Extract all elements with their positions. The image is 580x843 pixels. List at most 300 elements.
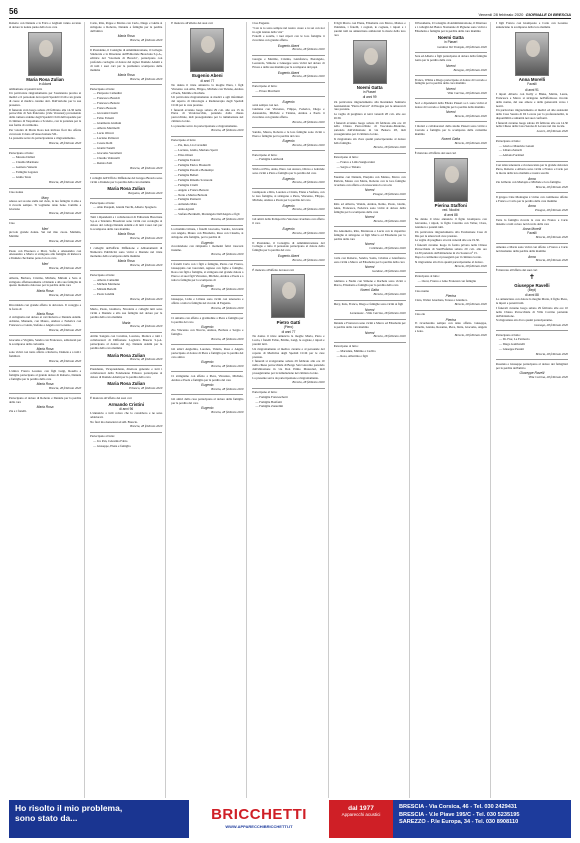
notice-divider [252,82,324,83]
notice-text: Il funerale avrà luogo sabato 29 febbraio alle 14.30 nella parrocchia di San Pancrazio (vide Veronesi) provenendo dalla camera ardente degli Spedali Civili dell'ospedale per il cimitero di Vespoliano a Scoletto, con la partenza per la sua forma di cerimonia. [9,107,82,128]
notice-place-date: Brescia, 28 febbraio 2020 [292,74,325,79]
notice-divider [496,330,568,331]
mourner-entry: — Famiglia Enrico Bronzelli [174,162,211,167]
notice-divider [252,127,324,128]
notice-place-date: Brescia, 28 febbraio 2020 [292,119,325,124]
notice-text: La presente serve da partecipazione e ringraziamento. [9,136,76,141]
deceased-subtitle: in Piaseri [363,90,377,95]
notice-text: È mancato all'affetto dei suoi cari [252,267,294,272]
notice-divider [415,310,487,311]
ad-since: dal 1977 [348,805,374,812]
notice-place-date: Brescia, 28 febbraio 2020 [211,305,244,310]
notice-text: Ciao nonna [414,288,429,293]
notice-text: Silvia ed Elio, Anna, Piero con Aurora, Ottavo e Gabriele sono vicini a Piera e famiglia per la perdita del caro [252,167,325,176]
ad-addresses [393,800,571,838]
mourner-entry: — Famiglia Federici [174,157,201,162]
notice-text: I funerali avranno luogo in forma privata nella Chiesa Parrocchiale di Sant'Eufemia sabato 29 c.m. alle ore 14.30 partendo dall'abitazione in via Sostera n° 15. [414,242,487,255]
notice-text: Giuseppe, Lidia e Liliana sono vicini con tenerezza e affetto a tutta la famiglia nel ricordo di Eugenio. [171,297,244,306]
notice-name: Meri [41,226,49,231]
notice-divider [90,198,162,199]
ad-address-1: BRESCIA - Via Corsica, 46 - Tel. 030 2429431 [399,804,518,810]
notice-text: Partecipano al lutto: [90,272,116,277]
notice-place-date: Lumezzane - Villa Carcina, 28 febbraio 2020 [349,311,406,316]
deceased-name: Maria Rosa Zulian [107,352,145,358]
notice-text: Attilio Sangaia con Carolina, Lorenzo, Monica e tutti i collaboratori di Diffusione Logistica Brescia S.p.A. partecipano al dolore del sig. Daniele Adami per la perdita della cara mamma [90,334,163,351]
notice-name: Noemi [364,265,375,270]
mourner-entry: — Famiglia Pasotti e Bontempi [174,167,214,172]
notice-name: Noemi [364,330,375,335]
column-6 [415,22,491,798]
notice-text: Partecipano al lutto: [90,434,116,439]
notice-divider [334,276,406,277]
notice-text: La mamma Liliana, i fratelli Giacomo, Sandro, Giovanni con Angela, Mauro con Elisabetta, Rosa con Claudio, si stringono alla famiglia, per la perdita di [171,227,244,240]
notice-place-date: Bergamo, 28 febbraio 2020 [128,190,163,195]
notice-name: Maria Rosa [117,34,135,39]
issue-date: Venerdì 28 febbraio 2020 [478,11,524,17]
notice-text: Un particolare ringraziamento ai medici e agli infermieri del reparto di Oncologia e Radioterapia degli Spedali Civili per le cure prestate. [171,95,244,107]
deceased-name: Armando Cristini [108,402,145,408]
deceased-subtitle: di anni 77 [200,78,215,83]
notice-place-date: Brescia, 28 febbraio 2020 [48,265,82,270]
notice-name: Maria Rosa [36,405,54,410]
ad-brand-block [189,800,329,838]
notice-name: Anna [528,176,536,181]
notice-text: I funerali si svolgeranno sabato 29 febbraio alle ore 10 nella chiesa parrocchiale di Borgo San Giacomo partendo dall'abitazione in via Don Primo Mazzolari, indi proseguiranno per la tumulazione nel cimitero locale. [252,359,325,375]
notice-divider [415,52,487,53]
deceased-name: Noemi Gatta [356,85,383,91]
notice-text: Sandro, Mauro, Roberto e le loro famiglie sono vicini a Piera e famiglia per la perdita del caro [252,129,325,138]
deceased-subtitle: di anni 99 [362,95,377,100]
notice-place-date: Brescia, 28 febbraio 2020 [292,207,325,212]
notice-place-date: Brescia, 28 febbraio 2020 [48,358,82,363]
notice-text: Partecipano al dolore di Roberto e Daniele per la perdita della cara [9,395,82,404]
notice-divider [171,225,243,226]
ad-address-3: SAREZZO - P.le Europa, 34 - Tel. 030 8908110 [399,819,519,826]
notice-text: Ne danno il triste annuncio la moglie Piera, i figli Vincenzo con Alba, Filippo, Michele con Tiziana, Andrea e Paola, Matilde e Rachele. [171,82,244,95]
notice-text: Ciao Eugenio [252,22,270,25]
notice-divider [334,300,406,301]
notice-name: Eugenio [282,176,295,181]
deceased-subtitle: in Piaseri [444,40,458,45]
notice-text: Tutta la famiglia ricorda la cara zia Franco e Carlo insieme a tutti coloro nel ricordo della cara [495,217,568,226]
notice-text: ci stringiamo nel dolore ai cari Roberto e Daniele Adami. Adriana, Manuela, con Mauro, Andrea e Federica con Francesco e Giada, Stefano e Angela con Lorenzo. [9,315,82,328]
notice-name: Maria Rosa [36,312,54,317]
notice-text: Ne danno il triste annuncio la moglie Maria, Piero e Lucia, i fratelli Fabio, Emilio, Luigi, le cognate, i nipoti e parenti tutti. [252,334,325,347]
notice-place-date: Brescia, 28 febbraio 2020 [454,113,487,118]
notice-place-date: Brescia, 28 febbraio 2020 [535,352,568,356]
mourner-entry: — Ivo Pan, Celestina Fabio [93,438,128,443]
notice-name: Mary [41,195,49,200]
notice-text: I funerali avranno luogo sabato 29 febbraio alle ore 10 nella Chiesa Parrocchiale di Villa Carcina partendo dall'abitazione. [495,305,568,318]
mourner-entry: — Elisa Ottani [174,152,193,157]
notice-text: No fiori ma donazioni ad AIL Brescia. [90,419,138,424]
notice-divider [90,393,162,394]
ad-brand-logo: BRICCHETTI [211,806,307,823]
notice-text: Carlo, Rita, Peppe e Marisa con Carlo, Diego e Giulia si stringono a Roberto, Daniele e famiglia per la perdita dell'amica [90,22,163,33]
deceased-subtitle: (Piero) [283,325,294,330]
mourner-entry: — Fabio Falsetti [93,116,114,121]
notice-divider [171,371,243,372]
notice-place-date: Brescia, 28 febbraio 2020 [373,145,406,150]
notice-divider [90,305,162,306]
notice-place-date: Brescia, 28 febbraio 2020 [48,238,82,243]
notice-text: sarai sempre con noi. [252,102,279,107]
deceased-subtitle: di anni 88 [443,213,458,218]
notice-place-date: Brescia, 28 febbraio 2020 [373,292,406,297]
notice-name: Noemi Gatta [441,137,461,142]
mourner-entry: — Giuseppe, Elena e famiglia [93,443,131,448]
deceased-name: Maria Rosa Zulian [107,186,145,192]
notice-divider [252,188,324,189]
mourner-entry: — Claudio Marmone [12,160,39,165]
newspaper-name: GIORNALE DI BRESCIA [525,11,571,17]
deceased-photo [28,32,62,76]
deceased-subtitle: ved. Nicolini [442,208,460,213]
notice-divider [252,238,324,239]
notice-text: Gli amici Angiolina, Lorenzo, Valeria, Rosa e Angela partecipano al dolore di Piera e famiglia per la perdita del caro amico [171,346,244,359]
mourner-entry: — Famiglia Rinaldo Scararoni [174,177,213,182]
notice-place-date: Brescia, 28 febbraio 2020 [454,333,487,338]
mourner-entry: — Aldo Pasquali, Gianni Turchi, Alberto Spagnolo [93,205,157,210]
notice-divider [171,260,243,261]
notice-name: Pierina [445,317,456,322]
mourner-entry: — Marianna, Mimmo e Cecilia [336,348,376,353]
notice-name: Eugenio [201,360,214,365]
notice-text: Partecipano al lutto: [333,344,359,349]
notice-divider [171,344,243,345]
notice-text: Ciao [9,221,15,226]
mourner-entry: — Miriam Bertelli [93,287,117,292]
notice-text: Irma ed Alberto, Wanda, Andrea, Remo, Paolo, Giulia, Anna, Francesca, Federica sono vicini al dolore della famiglia per la scomparsa della cara [333,201,406,214]
notice-name: Eugenio [201,325,214,330]
notice-text: Partecipano al lutto: [9,150,34,155]
notice-divider [252,55,324,56]
notice-place-date: Gardone, 28 febbraio 2020 [371,268,406,273]
notice-place-date: Brescia, 28 febbraio 2020 [211,217,244,222]
notice-divider [90,84,162,85]
mourner-entry: — Luciano Pelizzari [93,136,119,141]
notice-text: Partecipano al lutto: [90,86,116,91]
notice-divider [252,388,324,389]
mourner-entry: — Nerio e Marisa Bolzoni [174,192,208,197]
notice-text: La veglia di preghiera si terrà venerdì 28 c.m. alle ore 20.30. [333,112,406,120]
notice-divider [334,342,406,343]
notice-divider [171,295,243,296]
notice-name: Eugenio Abeni [277,253,300,258]
notice-text: Partecipano al lutto: [333,155,359,160]
mourner-entry: — Pierpaolo Camadini [93,91,122,96]
obituary-columns [9,22,571,798]
notice-name: Noemi Gatta [360,288,379,293]
notice-text: L'annuncio a tutti coloro che lo conobbero e ne sono addolorati. [90,411,163,420]
notice-name: Eugenio [201,406,214,411]
notice-text: Ci stringiamo con affetto a Piera, Vincenzo, Michele, Andrea e Paola e famiglia per la perdita del caro [171,373,244,382]
notice-name: Giuseppe Ravelli [519,371,545,376]
notice-text: Giampaolo e Rita, Lorenzo e Cinzia, Elena e Stefano, con le loro famiglie, si stringono a Piera, Vincenzo, Filippo, Michele, Andrea e Paola per la perdita del caro [252,190,325,203]
column-1 [9,22,85,798]
notice-place-date: Brescia, 28 febbraio 2020 [130,424,163,429]
notice-text: Un particolare ringraziamento alla Residenza Sanitaria Assistenziale "Pietro Ferrari" di Pisogne per le amorevoli cure prestate. [333,99,406,112]
notice-place-date: Brescia, 28 febbraio 2020 [48,211,82,216]
notice-name: Maria Rosa [36,382,54,387]
notice-place-date: Pisogne, 28 febbraio 2020 [535,207,568,212]
notice-text: Carla con Roberto, Sandra, Sonia, Cristina e Gianfranco sono vicini a Marco ed Elisabetta per la perdita della cara [333,255,406,264]
notice-divider [90,46,162,47]
mourner-entry: — Famiglia Lagazza [12,170,38,175]
mourner-entry: — Giacomo Verzelletti [93,150,122,155]
notice-divider [415,75,487,76]
mourner-entry: — Cesare Rolli [93,140,113,145]
notice-place-date: Brescia, 28 febbraio 2020 [535,258,568,263]
notice-divider [496,192,568,193]
notice-place-date: Brescia, 28 febbraio 2020 [535,235,568,240]
notice-text: Roberto con Daniele e la Erica e Gigliam vanno accanto al dolore la nonna piena della loro cara [9,22,82,29]
deceased-photo [271,274,305,318]
notice-text: piccola grande donna. Sei nel mio cuore. Mamma, Matilde [9,230,82,239]
ad-slogan-line-1: Ho risolto il mio problema, [15,803,123,813]
notice-place-date: Lovere, 28 febbraio 2020 [536,129,568,134]
notice-place-date: Brescia, 28 febbraio 2020 [211,363,244,368]
notice-name: Eugenio [282,99,295,104]
notice-place-date: Brescia, 28 febbraio 2020 [454,302,487,307]
mourner-entry: — Famiglia Belleri [174,172,199,177]
mourner-entry: — Angelo e Franca Bertoni [174,187,209,192]
notice-divider [415,272,487,273]
notice-place-date: Brescia, 28 febbraio 2020 [292,380,325,385]
notice-name: Noemi [446,87,456,92]
mourner-entry: — Dr. Fior, La Farmacia [498,337,530,342]
notice-place-date: Brescia, 28 febbraio 2020 [211,128,244,133]
mourner-entry: — Lucio Oliveri [93,131,114,136]
notice-divider [9,246,81,247]
notice-text: Soci e dipendenti della Elletre Piaseri s.r.l. sono vicini al dolore di Corrado e famiglia per la perdita della mamma [414,100,487,109]
mourner-entry: — Famiglia Lombardi [255,157,284,162]
mourner-entry: — Ettore Marchetti [255,88,280,93]
mourner-entry: — Giovanni Cinelli [93,111,118,116]
notice-divider [252,150,324,151]
notice-place-date: Boregno, 28 febbraio 2020 [453,67,487,72]
notice-text: È mancato all'affetto dei suoi cari [90,395,132,400]
notice-place-date: Brescia, 28 febbraio 2020 [130,236,163,241]
ad-address-2: BRESCIA - V.le Piave 195/C - Tel. 030 5235195 [399,811,520,818]
notice-divider [171,136,243,137]
notice-text: Rosanna e Giuseppe partecipano al dolore dei famigliari per la perdita dell'amico [495,361,568,370]
mourner-entry: — Famiglia Pasinetti [174,197,201,202]
notice-place-date: Brescia, 28 febbraio 2020 [211,336,244,341]
notice-place-date: Collebeato, 28 febbraio 2020 [369,245,406,250]
notice-text: Partecipano al lutto: [252,84,278,89]
notice-text: La presente serve da partecipazione e ringraziamento. [171,123,238,128]
notice-text: I colleghi dell'Ufficio Diffusione del Gruppo Brescia sono vicini a Daniele per la perdita della cara mamma [90,175,163,184]
deceased-name: Eugenio Abeni [192,73,223,79]
notice-text: Presidente, Vicepresidente, direttore generale e tutti i collaboratori della Fondazione Erbusco partecipano al dolore di Daniele Adami per la perdita della cara [90,367,163,379]
notice-text: Con tanta tenerezza e riconoscenza per la grande dolcezza Piero, Roberto e Alberto sono vicini a Franco e Carlo per la morte della loro mamma e nostra sorella [495,163,568,176]
notice-text: Clara, Walter Giordana, Teresa e Gianluca. [414,297,468,302]
notice-text: I funerali avranno luogo sabato 29 febbraio alle ore 14.30 nella Chiesa della Casa Serena di Lovere nel rito locale. [495,120,568,129]
mourner-entry: — Michela Marmone [93,282,120,287]
column-2 [90,22,166,798]
notice-text: Partecipano al lutto: [90,200,116,205]
mourner-entry: — Armando Mala [174,202,197,207]
notice-divider [496,136,568,137]
mourner-entry: — Adriana Formieri [498,153,525,158]
notice-text: Il figli Marco con Elena, Elisabetta con Marco, Matteo e Valentina, i fratelli, i cognati, le cognate, i nipoti e i parenti tutti ne annunciano addolorati la morte della loro cara [333,22,406,37]
deceased-subtitle: di anni 88 [525,293,539,298]
notice-text: Dopo la cerimonia si proseguirà per il cimitero locale. [414,255,482,260]
notice-text: I funerali avranno luogo sabato 29 c.m. alle ore 15 in Pieve di Verolavecchia, partendo dalla chiesa parrocchiale, indi proseguiranno per la tumulazione nel cimitero locale. [171,107,244,124]
notice-divider [252,215,324,216]
notice-divider [90,432,162,433]
notice-place-date: Pisogne, 28 febbraio 2020 [372,191,406,196]
notice-place-date: Brescia, 28 febbraio 2020 [130,38,163,43]
notice-divider [334,319,406,320]
notice-divider [496,243,568,244]
notice-place-date: Brescia, 28 febbraio 2020 [211,287,244,292]
notice-divider [90,243,162,244]
notice-name: Maria Rosa [117,232,135,237]
notice-place-date: Brescia, 28 febbraio 2020 [48,180,82,185]
notice-name: Noemi [364,215,375,220]
mourner-entry: — Rosa, Albertina e figli [336,353,368,358]
notice-place-date: Brescia, 28 febbraio 2020 [292,230,325,235]
notice-divider [9,335,81,336]
notice-divider [496,161,568,162]
notice-name: Eugenio [282,203,295,208]
notice-text: Partecipano al lutto: [252,390,278,395]
notice-place-date: Brescia, 28 febbraio 2020 [292,47,325,52]
notice-text: Mery, Italo, Franco, Diego e famiglie sono vicini ai figli [333,302,404,306]
ad-since-block [329,800,393,838]
mourner-entry: — Franco e Lidia Sangiovanni [336,159,375,164]
notice-place-date: Brescia, 28 febbraio 2020 [130,165,163,170]
mourner-entry: — Francesco Baroldi [93,96,120,101]
mourner-entry: — Renata Zatti [93,160,113,165]
notice-text: Un particolare ringraziamento per l'assistenza precisa ai medici e il personale dei reparti Spedali Civili e un grazie di cuore al medico curante dott. Dall'Aviolio per la sua presenza. [9,91,82,107]
notice-text: Mario, Paolo, Gianluca, Nicoletta e colleghi tutti sono vicini a Daniele e alla sua famiglia nel dolore per la perdita della cara mamma [90,307,163,320]
notice-place-date: Brescia, 28 febbraio 2020 [454,264,487,269]
notice-text: Ricordando con grande affetto la dolcezza. Il coraggio e la forza di [9,302,82,311]
notice-place-date: Gussago, 28 febbraio 2020 [534,322,568,327]
notice-text: Giuliano e Nadia con Simone e Rachele sono vicini a Marco, Elisabetta e famiglia per la perdita della cara [333,278,406,287]
notice-place-date: Brescia, 28 febbraio 2020 [130,76,163,81]
notice-divider [496,215,568,216]
notice-divider [496,359,568,360]
cross-icon: ✝ [528,273,535,282]
notice-text: Gli amici della casa partecipano al dolore della famiglia per la perdita del caro [171,396,244,405]
notice-text: Ci uniamo con affetto e gratitudine a Piera e famiglia per la perdita del caro [171,315,244,324]
mourner-entry: — Liliana Zenardi [498,148,522,153]
notice-text: Giacomo e Virginia, Sandra con Francesco, addolorati per la scomparsa della carissima [9,337,82,346]
mourner-entry: — Alberto Martinelli [93,126,120,131]
notice-text: Partecipano al lutto: [252,152,278,157]
notice-text: È mancato all'affetto dei suoi cari [414,150,457,155]
notice-place-date: Brescia, 28 febbraio 2020 [130,263,163,268]
notice-place-date: Brescia, 28 febbraio 2020 [130,297,163,302]
mourner-entry: — Gianmario Giuliani [93,121,122,126]
notice-text: Franco, Wilma e Diego partecipano al dolore di Corrado e famiglia per la perdita della cara mamma [414,77,487,86]
notice-text: Un particolare ringraziamento ai medici ed alle assistenti della Casa Serena di Di Lovere per la professionalità, la disponibilità e umanità nei suoi confronti. [495,108,568,120]
notice-place-date: Brescia, 28 febbraio 2020 [292,142,325,147]
notice-text: sono vicini con tanto affetto a Roberto, Daniele e a tutti i familiari. [9,350,82,359]
notice-text: Si ringraziano sin d'ora quanti parteciperanno al dolore della famiglia. [333,136,406,145]
notice-text: Si ringraziano sin d'ora quanti parteciperanno al dolore. [414,259,484,264]
notice-divider [252,165,324,166]
notice-divider [334,226,406,227]
notice-divider [9,393,81,394]
notice-text: Gli amici della Polisportiva Verolese ricordano con affetto il caro [252,217,325,226]
deceased-photo [434,158,468,202]
notice-text: I titolari e collaboratori dello studio Piaseri sono vicini a Corrado e famiglia per la scomparsa della carissima mamma [414,123,487,136]
notice-text: Partecipano al lutto: [495,138,521,143]
notice-place-date: Brescia, 28 febbraio 2020 [292,180,325,185]
notice-divider [334,153,406,154]
notice-text: L'amica Franca Lorenzo con figli Luigi, Rosella e famiglie partecipano al grande dolore di Roberto, Daniele e famiglie per la perdita della cara [9,368,82,381]
notice-text: "Con te io sono sempre nel nostro cuore e tu sei con noi in ogni istante della vita" [252,25,325,34]
notice-place-date: Brescia, 28 febbraio 2020 [130,324,163,329]
notice-place-date: Brescia, 28 febbraio 2020 [373,334,406,339]
notice-text: Il Presidente, il Consiglio di Amministrazione, il Collegio Sindacale e la Direzione dell'Editoriale Bresciana S.p.A., editrice del "Giornale di Brescia", partecipano con profondo cordoglio al dolore del signor Daniele Adami e di tutti i suoi cari per la prematura scomparsa della mamma [90,48,163,72]
mourner-entry: — Famiglia Cirelli [174,182,198,187]
mourner-entry: — Paola Landini [93,292,115,297]
notice-text: Per volontà di Maria Rosa non invitare fiori ma offerte ovverosia il dono all'Associazione SIL. [9,127,82,136]
ad-website-link[interactable]: WWW.APPARECCHIBRICCHETTI.IT [225,824,293,830]
mourner-entry: — Alberto Camadini [93,277,120,282]
notice-text: Zio Gilberto con Mariapia e Michele e loro famiglie. [495,180,562,185]
notice-divider [90,173,162,174]
advertisement-banner[interactable] [9,800,571,838]
notice-text: I figli Franco con Giampaolo e Carlo con Lorenzo annunciano la scomparsa della loro mamma [495,22,568,29]
deceased-subtitle: in Adami [38,82,52,87]
notice-divider [334,199,406,200]
mourner-entry: — Famiglia Franceschetti [255,394,288,399]
notice-text: Partecipano al lutto: [414,274,440,279]
notice-divider [90,270,162,271]
notice-divider [9,188,81,189]
notice-text: Paolo con Eleonora e Mari, Sofia e Alessandro con Alessandro e Marta si stringono alla famiglia di Rebecca e Daniele che hanno perso la loro cara [9,248,82,261]
notice-text: ricordandone con rimpianto i momenti felici trascorsi insieme. [171,243,244,252]
notice-name: Noemi [446,110,456,115]
mourner-entry: — Oscar, Franco e Gino Franzoni con famiglie [417,278,476,283]
notice-place-date: Gardone Val Trompia, 28 febbraio 2020 [437,44,487,49]
mourner-entry: — Anna Aguzzi [174,207,195,212]
mourner-entry: — Pia, Ines, Lia Carradini [174,142,207,147]
deceased-name: Maria Rosa Zulian [107,381,145,387]
mourner-entry: — Gianni Tonelli [93,145,115,150]
notice-name: Eugenio [282,139,295,144]
notice-name: Anna Morelli [522,227,542,232]
notice-text: I nipoti Alberto con Kelly e Blake, Mattia, Laura, Francesca e Marco si stringono nell'affettuoso ricordo della nonna, del suo amore e della generosità verso i nostri. [495,91,568,108]
mourner-entry: — Claudio Venturelli [93,155,120,160]
notice-text: ambiamone al parenti tutti. [9,86,43,91]
notice-place-date: Brescia, 28 febbraio 2020 [211,387,244,392]
notice-name: Noemi [446,63,456,68]
notice-name: Noemi [364,242,375,247]
mourner-entry: — Giuseppe Pessini [498,347,524,352]
deceased-subtitle: Favalli [527,231,537,236]
notice-text: Faustino con Daniela, Pierpina con Matteo, Marco con Patrizia, Mauro con Marta, Roberto con le loro famiglie ricordano con affetto e riconoscenza la cara zia [333,174,406,187]
notice-name: Meri [41,261,49,266]
notice-text: I funerali avranno luogo sabato 29 febbraio alle ore 10 nella Chiesa Parrocchiale di Toscolano-Maderno, partendo dall'abitazione in via Benaco 28, indi proseguiranno per il cimitero locale. [333,120,406,137]
deceased-name: Noemi Gatta [437,35,464,41]
deceased-name: Maria Rosa Zulian [26,77,64,83]
notice-name: Maria [122,320,131,325]
notice-place-date: Villa Carcina, 28 febbraio 2020 [528,375,568,380]
notice-divider [252,96,324,97]
notice-text: Tutti i dipendenti e i collaboratori di Editoriale Bresciana S.p.A e Teletutto Broadcast sono vicini con cordoglio al dolore del collega Daniele Adami e di tutti i suoi cari per la scomparsa della cara mamma [90,215,163,231]
deceased-subtitle: Favalli [527,82,537,87]
mourner-entry: — Diego Gambarelli [498,342,525,347]
mourner-entry: — Famiglia Bonfanti [255,399,282,404]
